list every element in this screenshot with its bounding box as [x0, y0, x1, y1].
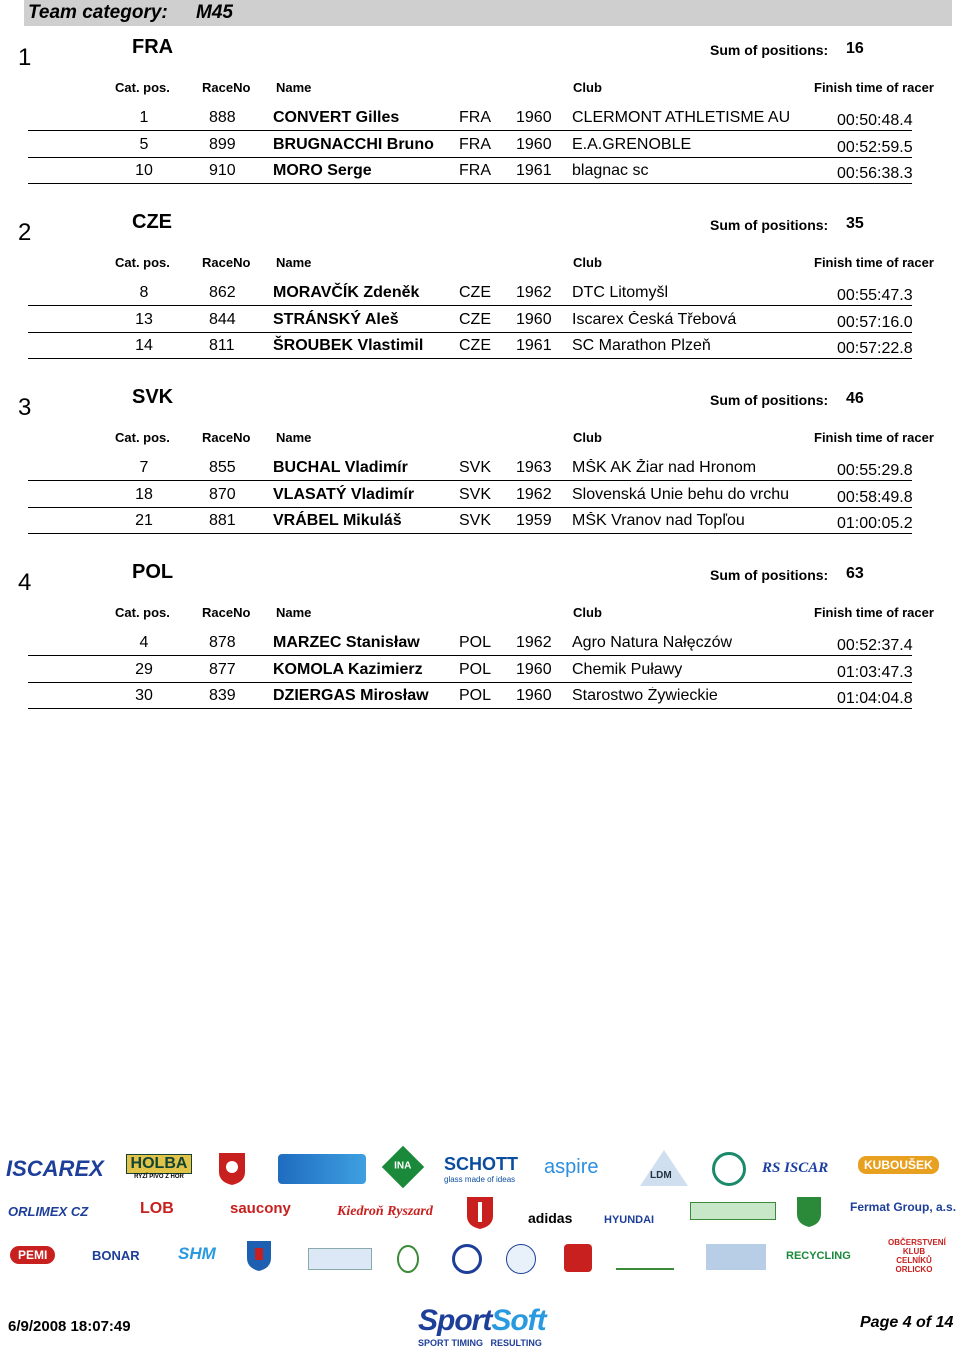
category-value: M45	[196, 2, 233, 23]
cell-name: BRUGNACCHI Bruno	[273, 135, 434, 153]
cell-year: 1962	[516, 485, 552, 503]
isofer-logo	[278, 1154, 366, 1184]
column-header-pos: Cat. pos.	[115, 430, 170, 445]
irisbus-logo	[452, 1244, 482, 1274]
cell-position: 1	[139, 109, 149, 126]
cell-year: 1961	[516, 337, 552, 354]
cell-name: CONVERT Gilles	[273, 109, 400, 126]
cell-nation: POL	[459, 660, 492, 678]
page-number: Page 4 of 14	[860, 1314, 954, 1331]
cell-year: 1962	[516, 284, 552, 301]
table-row	[28, 157, 912, 184]
cell-finish-time: 00:56:38.3	[837, 165, 913, 182]
rs-iscar-logo: RS ISCAR	[762, 1160, 829, 1176]
sum-value: 46	[846, 390, 864, 407]
sport-shop-logo	[308, 1248, 372, 1270]
table-row	[28, 131, 912, 158]
column-header-pos: Cat. pos.	[115, 255, 170, 270]
table-row	[28, 682, 912, 709]
town-crest-icon	[246, 1240, 272, 1272]
cell-race-no: 877	[209, 660, 236, 678]
team-block	[0, 36, 960, 219]
team-rank: 3	[18, 394, 32, 421]
cell-year: 1960	[516, 660, 552, 678]
cell-finish-time: 01:03:47.3	[837, 663, 913, 681]
cell-position: 30	[135, 687, 153, 704]
sponsor-logos	[0, 1140, 960, 1290]
cell-position: 7	[139, 459, 149, 476]
cell-race-no: 888	[209, 109, 236, 126]
cell-position: 14	[135, 337, 153, 354]
cell-nation: CZE	[459, 310, 491, 328]
cell-club: Iscarex Česká Třebová	[572, 310, 737, 328]
team-country: CZE	[132, 211, 172, 233]
sun-badge-icon	[564, 1244, 592, 1272]
category-label: Team category:	[28, 2, 168, 23]
cell-club: E.A.GRENOBLE	[572, 135, 692, 153]
ziva-logo	[616, 1250, 674, 1270]
cell-finish-time: 00:52:59.5	[837, 138, 913, 156]
cell-position: 29	[135, 660, 153, 678]
category-header	[24, 0, 952, 26]
team-rank: 2	[18, 219, 32, 246]
cell-club: Chemik Puławy	[572, 660, 683, 678]
cell-finish-time: 00:50:48.4	[837, 112, 913, 129]
cell-race-no: 855	[209, 459, 236, 476]
column-header-time: Finish time of racer	[814, 605, 934, 620]
cell-position: 5	[139, 135, 149, 153]
cell-name: MARZEC Stanisław	[273, 634, 420, 651]
table-row	[28, 656, 912, 683]
column-header-bib: RaceNo	[202, 430, 251, 445]
cell-position: 21	[135, 512, 153, 529]
cell-nation: SVK	[459, 459, 492, 476]
kubousek-logo: KUBOUŠEK	[858, 1156, 939, 1174]
cell-nation: FRA	[459, 162, 491, 179]
team-block	[0, 386, 960, 569]
shm-logo: SHM	[178, 1244, 216, 1263]
kiedron-logo: Kiedroň Ryszard	[337, 1204, 433, 1219]
cell-race-no: 878	[209, 634, 236, 651]
team-country: POL	[132, 561, 174, 583]
cell-position: 8	[139, 284, 149, 301]
cell-nation: SVK	[459, 485, 492, 503]
table-row	[28, 279, 912, 306]
sum-value: 35	[846, 215, 864, 232]
cell-race-no: 844	[209, 310, 236, 328]
cell-nation: SVK	[459, 512, 492, 529]
cell-name: STRÁNSKÝ Aleš	[273, 310, 399, 328]
rooster-crest-icon	[218, 1152, 246, 1186]
sportsoft-word-a: Sport	[418, 1304, 492, 1337]
cell-position: 4	[139, 634, 149, 651]
globe-icon	[712, 1152, 746, 1186]
column-header-time: Finish time of racer	[814, 430, 934, 445]
cell-race-no: 899	[209, 135, 236, 153]
cell-year: 1961	[516, 162, 552, 179]
pemi-logo: PEMI	[10, 1246, 55, 1264]
column-header-bib: RaceNo	[202, 605, 251, 620]
team-rank: 4	[18, 569, 32, 596]
hyundai-logo: HYUNDAI	[604, 1214, 655, 1226]
column-header-time: Finish time of racer	[814, 255, 934, 270]
lob-logo: LOB	[140, 1200, 174, 1217]
tree-crest-icon	[796, 1196, 822, 1228]
cell-year: 1959	[516, 512, 552, 529]
cell-club: MŠK Vranov nad Topľou	[572, 512, 745, 529]
cell-club: blagnac sc	[572, 162, 649, 179]
cell-name: MORO Serge	[273, 162, 372, 179]
cell-club: Agro Natura Nałęczów	[572, 634, 733, 651]
column-header-name: Name	[276, 605, 312, 620]
cell-race-no: 839	[209, 687, 236, 704]
cell-finish-time: 01:04:04.8	[837, 690, 913, 707]
team-rank: 1	[18, 44, 32, 71]
cell-name: ŠROUBEK Vlastimil	[273, 337, 424, 354]
table-row	[28, 332, 912, 359]
cell-year: 1960	[516, 109, 552, 126]
cell-name: KOMOLA Kazimierz	[273, 660, 423, 678]
team-country: FRA	[132, 36, 174, 58]
holba-logo: HOLBA RYZÍ PIVO Z HOR	[126, 1154, 192, 1180]
cell-nation: POL	[459, 687, 492, 704]
column-header-time: Finish time of racer	[814, 80, 934, 95]
column-header-name: Name	[276, 430, 312, 445]
cell-race-no: 862	[209, 284, 236, 301]
column-header-club: Club	[573, 80, 602, 95]
obcerstveni-logo: OBČERSTVENÍ KLUB CELNÍKŮ ORLICKO	[888, 1238, 946, 1274]
ldm-logo: LDM	[640, 1150, 688, 1186]
sum-label: Sum of positions:	[710, 392, 829, 408]
sum-label: Sum of positions:	[710, 217, 829, 233]
team-block	[0, 561, 960, 744]
column-header-pos: Cat. pos.	[115, 605, 170, 620]
sportsoft-tagline: SPORT TIMING RESULTING	[418, 1338, 542, 1348]
iscarex-logo: ISCAREX	[6, 1156, 104, 1181]
cell-nation: FRA	[459, 135, 491, 153]
cell-position: 10	[135, 162, 153, 179]
cell-name: BUCHAL Vladimír	[273, 459, 408, 476]
table-row	[28, 454, 912, 481]
cell-year: 1960	[516, 310, 552, 328]
cesky-logo	[690, 1202, 776, 1220]
cell-nation: CZE	[459, 284, 491, 301]
crest-icon	[466, 1196, 494, 1230]
sum-label: Sum of positions:	[710, 567, 829, 583]
cell-finish-time: 01:00:05.2	[837, 515, 913, 532]
cell-name: VLASATÝ Vladimír	[273, 485, 415, 503]
adidas-logo: adidas	[528, 1210, 573, 1226]
column-header-bib: RaceNo	[202, 255, 251, 270]
cell-nation: FRA	[459, 109, 491, 126]
schott-logo: SCHOTT glass made of ideas	[444, 1154, 518, 1184]
sum-value: 63	[846, 565, 864, 582]
ina-logo: INA	[382, 1146, 424, 1188]
table-row	[28, 306, 912, 333]
table-row	[28, 629, 912, 656]
column-header-club: Club	[573, 605, 602, 620]
cell-year: 1960	[516, 687, 552, 704]
chladek-logo	[706, 1244, 766, 1270]
table-row	[28, 481, 912, 508]
saucony-logo: saucony	[230, 1200, 291, 1217]
cell-nation: CZE	[459, 337, 491, 354]
cell-finish-time: 00:52:37.4	[837, 637, 913, 654]
cell-club: Starostwo Żywieckie	[572, 687, 718, 704]
cell-finish-time: 00:55:29.8	[837, 462, 913, 479]
cell-name: MORAVČÍK Zdeněk	[273, 284, 420, 301]
cell-finish-time: 00:57:22.8	[837, 340, 913, 357]
sportsoft-word-b: Soft	[491, 1304, 546, 1337]
bonar-logo: BONAR	[92, 1248, 140, 1263]
sum-value: 16	[846, 40, 864, 57]
cell-club: SC Marathon Plzeň	[572, 337, 711, 354]
sum-label: Sum of positions:	[710, 42, 829, 58]
column-header-bib: RaceNo	[202, 80, 251, 95]
print-date: 6/9/2008 18:07:49	[8, 1318, 131, 1335]
cell-position: 13	[135, 310, 153, 328]
column-header-club: Club	[573, 430, 602, 445]
sportsoft-logo	[418, 1304, 572, 1350]
cell-nation: POL	[459, 634, 492, 651]
cell-finish-time: 00:57:16.0	[837, 313, 913, 331]
cell-name: VRÁBEL Mikuláš	[273, 512, 402, 529]
orlimex-logo: ORLIMEX CZ	[8, 1204, 89, 1219]
novy-vek-logo	[506, 1244, 536, 1274]
cell-position: 18	[135, 485, 153, 503]
cell-year: 1963	[516, 459, 552, 476]
cell-race-no: 881	[209, 512, 236, 529]
column-header-club: Club	[573, 255, 602, 270]
cell-year: 1962	[516, 634, 552, 651]
column-header-name: Name	[276, 80, 312, 95]
leaf-badge-icon	[396, 1244, 420, 1274]
team-country: SVK	[132, 386, 174, 408]
cell-finish-time: 00:58:49.8	[837, 488, 913, 506]
table-row	[28, 507, 912, 534]
cell-race-no: 910	[209, 162, 236, 179]
column-header-pos: Cat. pos.	[115, 80, 170, 95]
cell-club: MŠK AK Žiar nad Hronom	[572, 459, 757, 476]
cell-year: 1960	[516, 135, 552, 153]
cell-club: CLERMONT ATHLETISME AU	[572, 109, 791, 126]
cell-club: DTC Litomyšl	[572, 284, 669, 301]
fermat-logo: Fermat Group, a.s.	[850, 1200, 957, 1214]
table-row	[28, 104, 912, 131]
cell-race-no: 811	[209, 337, 235, 354]
cell-finish-time: 00:55:47.3	[837, 287, 913, 304]
recycling-logo: RECYCLING	[786, 1250, 851, 1262]
aspire-logo: aspire	[544, 1156, 599, 1178]
column-header-name: Name	[276, 255, 312, 270]
cell-name: DZIERGAS Mirosław	[273, 687, 429, 704]
cell-race-no: 870	[209, 485, 236, 503]
team-block	[0, 211, 960, 394]
cell-club: Slovenská Unie behu do vrchu	[572, 485, 790, 503]
